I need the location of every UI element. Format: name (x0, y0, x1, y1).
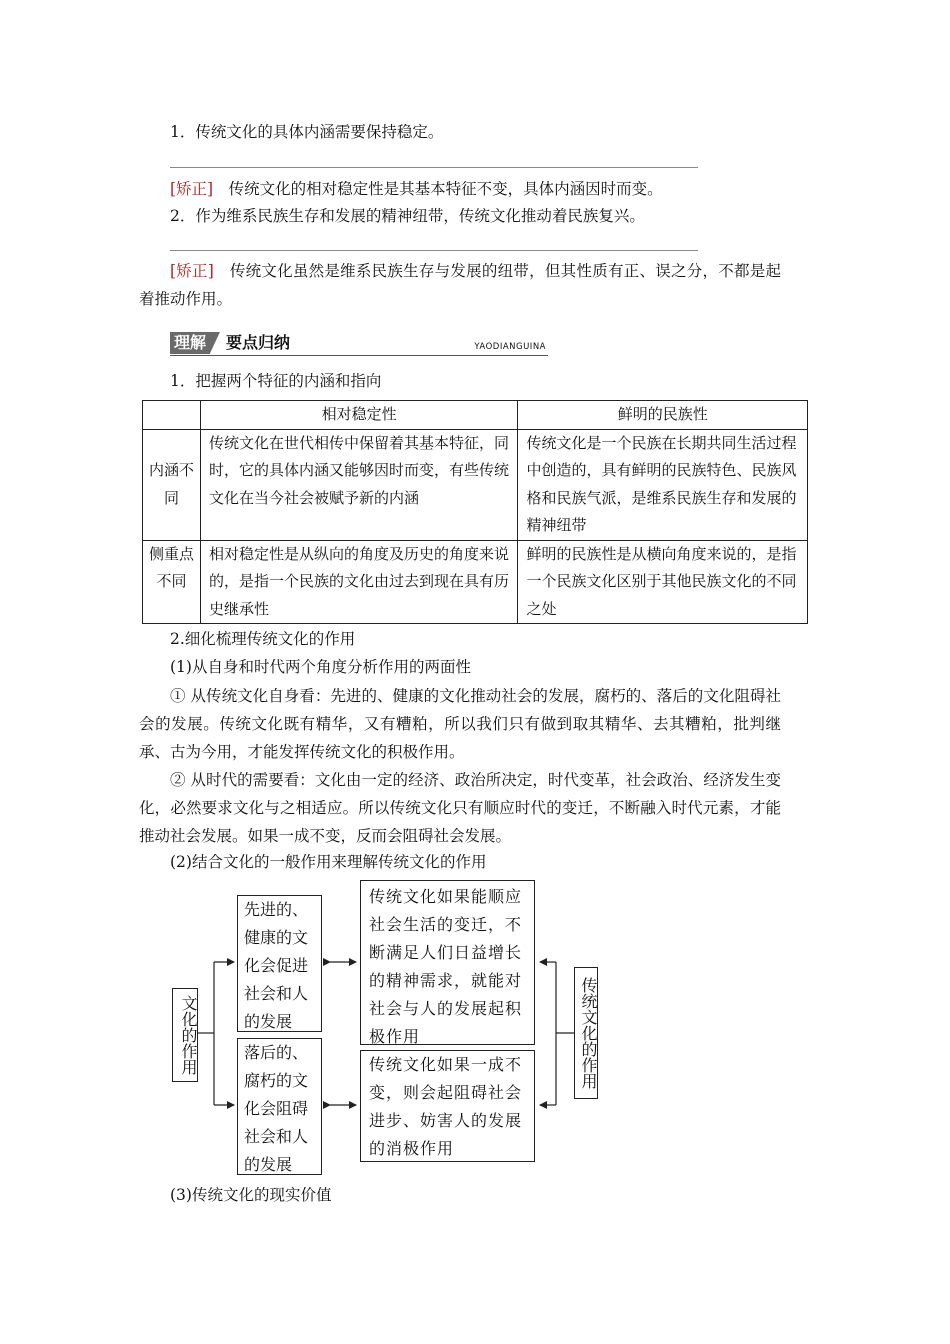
table-col-header: 相对稳定性 (200, 401, 518, 430)
table-row (143, 429, 808, 540)
answer-line-2 (170, 250, 698, 251)
table-row-header: 内涵不同 (143, 429, 201, 540)
table-row-header: 侧重点不同 (143, 540, 201, 624)
diagram-left-label: 文化的作用 (172, 988, 198, 1082)
correction-tag-1: [矫正] (170, 180, 214, 198)
sub-3-title: (3)传统文化的现实价值 (170, 1186, 332, 1204)
section-header (170, 332, 548, 356)
sub-1-title: (1)从自身和时代两个角度分析作用的两面性 (170, 658, 471, 676)
correction-text-2: 传统文化虽然是维系民族生存与发展的纽带，但其性质有正、误之分，不都是起着推动作用。 (139, 262, 781, 308)
section-box-label: 理解 (170, 332, 210, 354)
error-item-2: 2．作为维系民族生存和发展的精神纽带，传统文化推动着民族复兴。 (170, 207, 645, 225)
error-item-1: 1．传统文化的具体内涵需要保持稳定。 (170, 123, 444, 141)
sub-1-paragraph-2: ② 从时代的需要看：文化由一定的经济、政治所决定，时代变革，社会政治、经济发生变化，必然要求文化与之相适应。所以传统文化只有顺应时代的变迁，不断融入时代元素，才能推动社会发展。如果一成不变，反而会阻碍社会发展。 (139, 771, 781, 845)
point-2-title: 2.细化梳理传统文化的作用 (170, 630, 356, 648)
correction-tag-2: [矫正] (170, 262, 214, 280)
section-subtitle: YAODIANGUINA (474, 342, 546, 352)
table-col-header: 鲜明的民族性 (518, 401, 808, 430)
correction-2 (139, 257, 781, 313)
table-cell: 传统文化是一个民族在长期共同生活过程中创造的，具有鲜明的民族特色、民族风格和民族气派，是维系民族生存和发展的精神纽带 (518, 429, 808, 540)
sub-1-paragraph-1: ① 从传统文化自身看：先进的、健康的文化推动社会的发展，腐朽的、落后的文化阻碍社会的发展。传统文化既有精华，又有糟粕，所以我们只有做到取其精华、去其糟粕，批判继承、古为今用，才能发挥传统文化的积极作用。 (139, 687, 781, 761)
section-slash (210, 332, 220, 354)
correction-text-1: 传统文化的相对稳定性是其基本特征不变，具体内涵因时而变。 (213, 180, 663, 198)
table-cell: 相对稳定性是从纵向的角度及历史的角度来说的，是指一个民族的文化由过去到现在具有历史继承性 (200, 540, 518, 624)
diagram-right-bottom: 传统文化如果一成不变，则会起阻碍社会进步、妨害人的发展的消极作用 (360, 1050, 535, 1162)
diagram-far-right-label: 传统文化的作用 (574, 967, 598, 1099)
table-corner (143, 401, 201, 430)
answer-line-1 (170, 167, 698, 168)
table-cell: 传统文化在世代相传中保留着其基本特征，同时，它的具体内涵又能够因时而变，有些传统文化在当今社会被赋予新的内涵 (200, 429, 518, 540)
point-1-title: 1．把握两个特征的内涵和指向 (170, 372, 382, 390)
table-header-row (143, 401, 808, 430)
diagram-mid-bottom: 落后的、腐朽的文化会阻碍社会和人的发展 (237, 1038, 322, 1175)
diagram-mid-top: 先进的、健康的文化会促进社会和人的发展 (237, 895, 322, 1032)
diagram-right-top: 传统文化如果能顺应社会生活的变迁，不断满足人们日益增长的精神需求，就能对社会与人的发展起积极作用 (360, 880, 535, 1045)
sub-2-title: (2)结合文化的一般作用来理解传统文化的作用 (170, 853, 487, 871)
section-title: 要点归纳 (226, 333, 291, 352)
correction-1 (170, 178, 663, 200)
table-cell: 鲜明的民族性是从横向角度来说的，是指一个民族文化区别于其他民族文化的不同之处 (518, 540, 808, 624)
table-row (143, 540, 808, 624)
comparison-table (142, 400, 808, 624)
